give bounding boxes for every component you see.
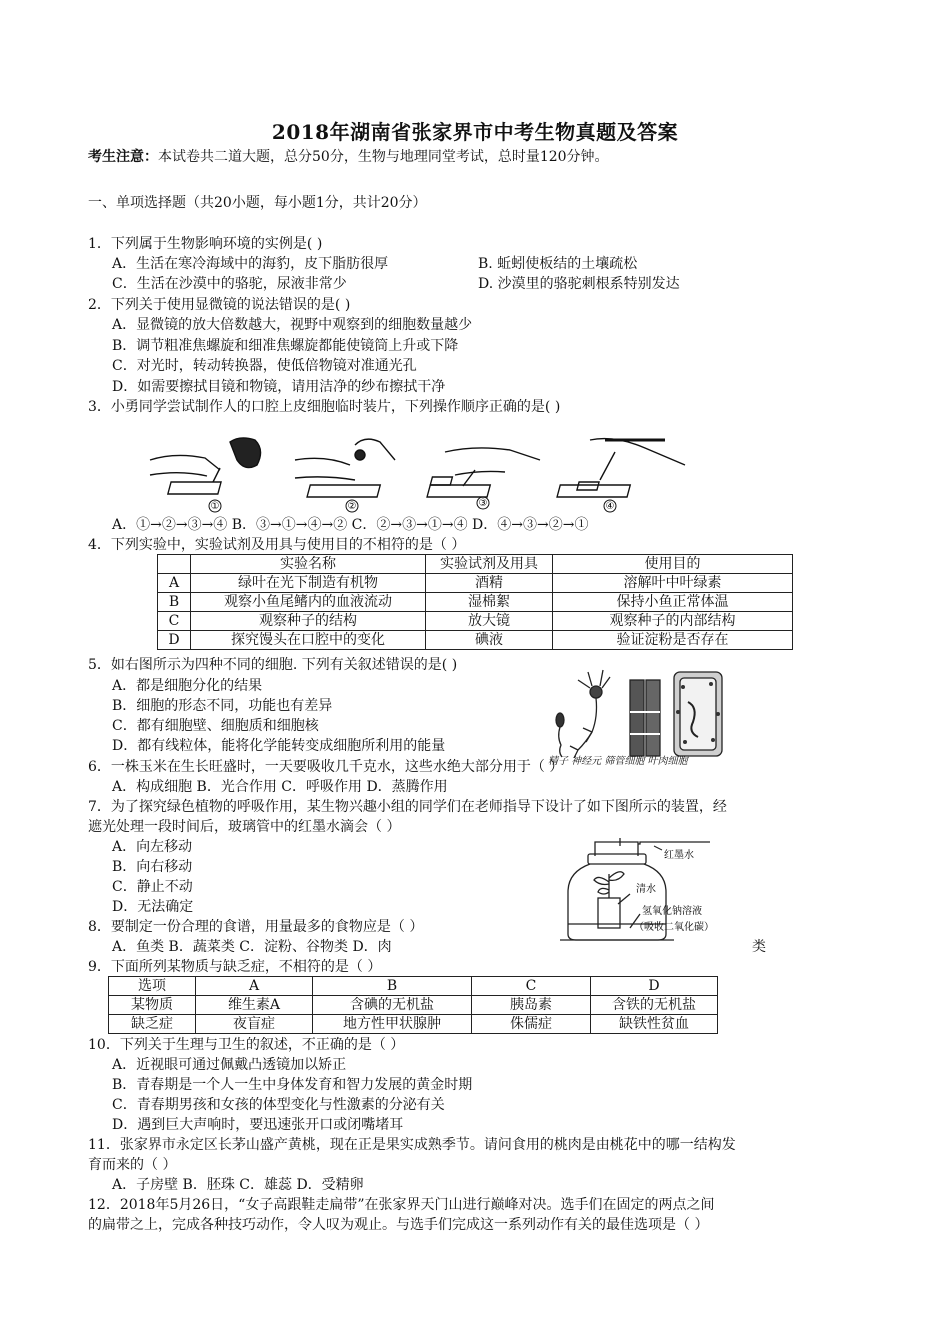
table-cell: D bbox=[591, 977, 718, 996]
table-cell: 地方性甲状腺肿 bbox=[313, 1015, 472, 1034]
q8-options: A．鱼类 B．蔬菜类 C．淀粉、谷物类 D．肉 bbox=[112, 939, 392, 955]
section-heading: 一、单项选择题（共20小题，每小题1分，共计20分） bbox=[88, 195, 427, 211]
q10-option-d: D．遇到巨大声响时，要迅速张开口或闭嘴堵耳 bbox=[112, 1117, 404, 1133]
table-cell: A bbox=[196, 977, 313, 996]
table-cell: A bbox=[158, 574, 191, 593]
q5-option-d: D．都有线粒体，能将化学能转变成细胞所利用的能量 bbox=[112, 738, 446, 754]
q2-stem: 2．下列关于使用显微镜的说法错误的是( ) bbox=[88, 297, 351, 313]
table-cell: 碘液 bbox=[426, 631, 553, 650]
table-cell: 湿棉絮 bbox=[426, 593, 553, 612]
table-cell: 含铁的无机盐 bbox=[591, 996, 718, 1015]
table-cell: C bbox=[472, 977, 591, 996]
q1-option-c: C．生活在沙漠中的骆驼，尿液非常少 bbox=[112, 276, 347, 292]
table-row bbox=[109, 996, 718, 1015]
q7-apparatus-figure bbox=[560, 834, 750, 946]
table-row bbox=[158, 593, 793, 612]
q7-option-c: C．静止不动 bbox=[112, 879, 193, 895]
table-cell: 观察种子的结构 bbox=[191, 612, 426, 631]
q11-options: A．子房壁 B．胚珠 C．雄蕊 D．受精卵 bbox=[112, 1177, 364, 1193]
q5-stem: 5．如右图所示为四种不同的细胞. 下列有关叙述错误的是( ) bbox=[88, 657, 458, 673]
table-cell: 观察种子的内部结构 bbox=[553, 612, 793, 631]
q3-stem: 3．小勇同学尝试制作人的口腔上皮细胞临时装片，下列操作顺序正确的是( ) bbox=[88, 399, 561, 415]
table-cell: 验证淀粉是否存在 bbox=[553, 631, 793, 650]
q5-option-b: B．细胞的形态不同，功能也有差异 bbox=[112, 698, 333, 714]
table-cell: 观察小鱼尾鳍内的血液流动 bbox=[191, 593, 426, 612]
q7-label-water: 清水 bbox=[636, 884, 656, 895]
q4-stem: 4．下列实验中，实验试剂及用具与使用目的不相符的是（ ） bbox=[88, 537, 466, 553]
q7-option-b: B．向右移动 bbox=[112, 859, 193, 875]
q11-line1: 11．张家界市永定区长茅山盛产黄桃，现在正是果实成熟季节。请问食用的桃肉是由桃花中的哪一结构发 bbox=[88, 1137, 736, 1153]
q6-options: A．构成细胞 B．光合作用 C．呼吸作用 D．蒸腾作用 bbox=[112, 779, 448, 795]
q7-option-a: A．向左移动 bbox=[112, 839, 193, 855]
q2-option-d: D．如需要擦拭目镜和物镜，请用洁净的纱布擦拭干净 bbox=[112, 379, 446, 395]
table-cell: 缺铁性贫血 bbox=[591, 1015, 718, 1034]
q8-stem: 8．要制定一份合理的食谱，用量最多的食物应是（ ） bbox=[88, 919, 424, 935]
table-cell: 绿叶在光下制造有机物 bbox=[191, 574, 426, 593]
q3-label-2: ② bbox=[347, 501, 357, 512]
table-row bbox=[158, 555, 793, 574]
q1-option-a: A．生活在寒冷海域中的海豹，皮下脂肪很厚 bbox=[112, 256, 389, 272]
q5-option-c: C．都有细胞壁、细胞质和细胞核 bbox=[112, 718, 319, 734]
table-row bbox=[109, 1015, 718, 1034]
notice-text: 本试卷共二道大题，总分50分，生物与地理同堂考试，总时量120分钟。 bbox=[158, 149, 609, 165]
table-cell: 放大镜 bbox=[426, 612, 553, 631]
table-cell: 实验名称 bbox=[191, 555, 426, 574]
table-cell: 选项 bbox=[109, 977, 196, 996]
q10-option-c: C．青春期男孩和女孩的体型变化与性激素的分泌有关 bbox=[112, 1097, 445, 1113]
q5-cells-figure bbox=[548, 662, 728, 768]
q4-table bbox=[157, 554, 793, 650]
q3-slide-figure bbox=[145, 430, 705, 515]
q5-figure-caption: 精子 神经元 筛管细胞 叶肉细胞 bbox=[548, 756, 688, 767]
table-cell: 夜盲症 bbox=[196, 1015, 313, 1034]
q12-line2: 的扁带之上，完成各种技巧动作，令人叹为观止。与选手们完成这一系列动作有关的最佳选项是（ ） bbox=[88, 1217, 709, 1233]
q3-label-4: ④ bbox=[605, 501, 615, 512]
q10-option-a: A．近视眼可通过佩戴凸透镜加以矫正 bbox=[112, 1057, 347, 1073]
q5-option-a: A．都是细胞分化的结果 bbox=[112, 678, 263, 694]
q2-option-c: C．对光时，转动转换器，使低倍物镜对准通光孔 bbox=[112, 358, 417, 374]
table-cell: D bbox=[158, 631, 191, 650]
table-cell: 某物质 bbox=[109, 996, 196, 1015]
table-cell: 溶解叶中叶绿素 bbox=[553, 574, 793, 593]
q2-option-b: B．调节粗准焦螺旋和细准焦螺旋都能使镜筒上升或下降 bbox=[112, 338, 459, 354]
table-cell: 缺乏症 bbox=[109, 1015, 196, 1034]
table-cell: B bbox=[158, 593, 191, 612]
q9-stem: 9．下面所列某物质与缺乏症，不相符的是（ ） bbox=[88, 959, 382, 975]
q7-line2: 遮光处理一段时间后，玻璃管中的红墨水滴会（ ） bbox=[88, 819, 401, 835]
table-row bbox=[109, 977, 718, 996]
table-cell: 探究馒头在口腔中的变化 bbox=[191, 631, 426, 650]
q3-options: A．①→②→③→④ B．③→①→④→② C．②→③→①→④ D．④→③→②→① bbox=[112, 517, 589, 533]
q7-line1: 7．为了探究绿色植物的呼吸作用，某生物兴趣小组的同学们在老师指导下设计了如下图所示的装置，经 bbox=[88, 799, 727, 815]
table-cell: 胰岛素 bbox=[472, 996, 591, 1015]
table-cell: B bbox=[313, 977, 472, 996]
table-row bbox=[158, 612, 793, 631]
q1-option-d: D. 沙漠里的骆驼刺根系特别发达 bbox=[478, 276, 680, 292]
q1-option-b: B. 蚯蚓使板结的土壤疏松 bbox=[478, 256, 638, 272]
q9-table bbox=[108, 976, 718, 1034]
table-cell: 含碘的无机盐 bbox=[313, 996, 472, 1015]
table-cell bbox=[158, 555, 191, 574]
notice-label: 考生注意： bbox=[88, 149, 158, 165]
q11-line2: 育而来的（ ） bbox=[88, 1157, 177, 1173]
q10-option-b: B．青春期是一个人一生中身体发育和智力发展的黄金时期 bbox=[112, 1077, 473, 1093]
q7-label-co2: （吸收二氧化碳） bbox=[634, 922, 714, 933]
q2-option-a: A．显微镜的放大倍数越大，视野中观察到的细胞数量越少 bbox=[112, 317, 473, 333]
table-cell: 酒精 bbox=[426, 574, 553, 593]
table-row bbox=[158, 574, 793, 593]
table-cell: 维生素A bbox=[196, 996, 313, 1015]
q7-label-ink: 红墨水 bbox=[664, 850, 694, 861]
q10-stem: 10．下列关于生理与卫生的叙述，不正确的是（ ） bbox=[88, 1037, 405, 1053]
q12-line1: 12．2018年5月26日，“女子高跟鞋走扁带”在张家界天门山进行巅峰对决。选手们在固定的两点之间 bbox=[88, 1197, 715, 1213]
q1-stem: 1．下列属于生物影响环境的实例是( ) bbox=[88, 236, 323, 252]
q7-option-d: D．无法确定 bbox=[112, 899, 194, 915]
table-cell: C bbox=[158, 612, 191, 631]
notice bbox=[88, 148, 609, 166]
table-cell: 保持小鱼正常体温 bbox=[553, 593, 793, 612]
q7-label-naoh: 氢氧化钠溶液 bbox=[642, 906, 702, 917]
q3-label-1: ① bbox=[210, 501, 220, 512]
table-cell: 实验试剂及用具 bbox=[426, 555, 553, 574]
table-cell: 使用目的 bbox=[553, 555, 793, 574]
q3-label-3: ③ bbox=[478, 498, 488, 509]
q6-stem: 6．一株玉米在生长旺盛时，一天要吸收几千克水，这些水绝大部分用于（ ） bbox=[88, 759, 564, 775]
table-row bbox=[158, 631, 793, 650]
q8-options-tail: 类 bbox=[752, 939, 766, 955]
page-title: 2018年湖南省张家界市中考生物真题及答案 bbox=[271, 120, 679, 144]
table-cell: 侏儒症 bbox=[472, 1015, 591, 1034]
